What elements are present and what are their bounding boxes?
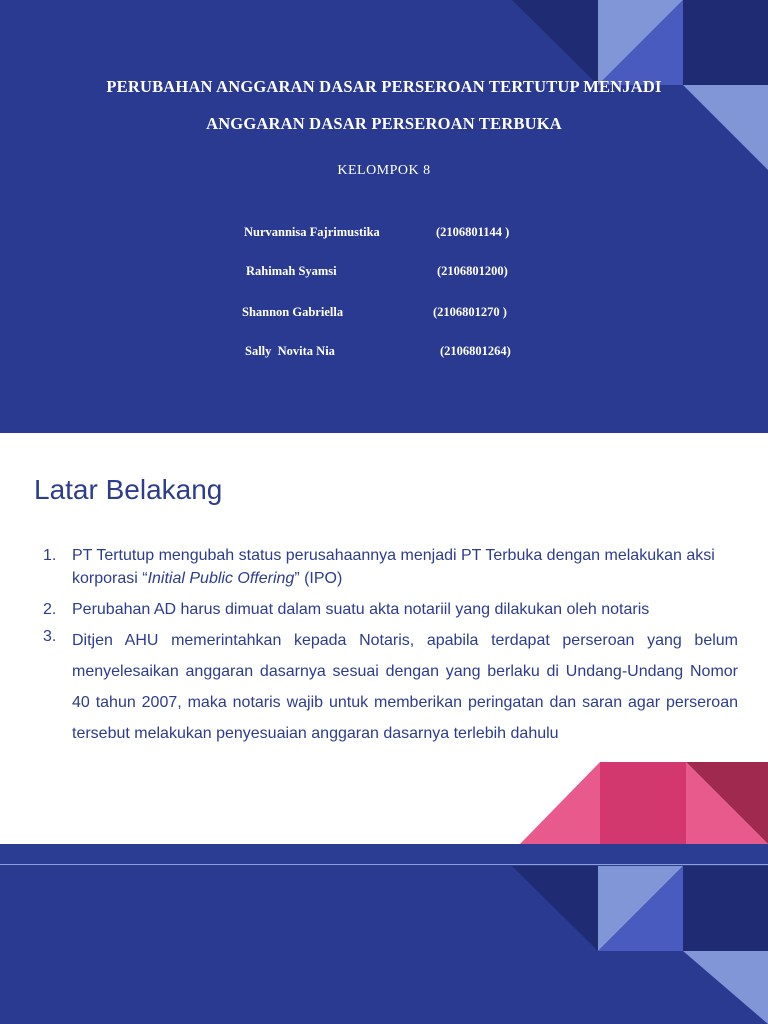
title-line-1: PERUBAHAN ANGGARAN DASAR PERSEROAN TERTUTUP MENJADI — [106, 77, 662, 96]
member-id: (2106801200) — [437, 264, 508, 278]
member-id: (2106801144 ) — [436, 225, 510, 239]
list-item: 3. Ditjen AHU memerintahkan kepada Notaris, apabila terdapat perseroan yang belum menyelesaikan anggaran dasarnya sesuai dengan yang berlaku di Undang-Undang Nomor 40 tahun 2007, maka notaris wajib untuk memberikan peringatan dan saran agar perseroan tersebut melakukan penyesuaian anggaran dasarnya terlebih dahulu — [43, 628, 738, 742]
group-label: KELOMPOK 8 — [337, 163, 431, 178]
list-item: 1. PT Tertutup mengubah status perusahaannya menjadi PT Terbuka dengan melakukan aksi korporasi “Initial Public Offering” (IPO) — [43, 547, 715, 587]
member-name: Rahimah Syamsi — [246, 264, 337, 278]
member-id: (2106801264) — [440, 344, 511, 358]
title-slide — [0, 0, 768, 433]
member-name: Sally Novita Nia — [245, 344, 335, 358]
divider-line — [0, 864, 768, 865]
pink-decoration — [0, 433, 768, 844]
corner-decoration — [0, 844, 768, 1024]
member-name: Shannon Gabriella — [242, 305, 344, 319]
member-name: Nurvannisa Fajrimustika — [244, 225, 380, 239]
content-slide — [0, 433, 768, 844]
title-line-2: ANGGARAN DASAR PERSEROAN TERBUKA — [206, 114, 562, 133]
slide-heading: Latar Belakang — [34, 474, 223, 505]
corner-decoration — [0, 0, 768, 433]
member-id: (2106801270 ) — [433, 305, 507, 319]
list-item: 2. Perubahan AD harus dimuat dalam suatu akta notariil yang dilakukan oleh notaris — [43, 601, 650, 618]
slide-divider — [0, 844, 768, 866]
next-slide — [0, 844, 768, 1024]
